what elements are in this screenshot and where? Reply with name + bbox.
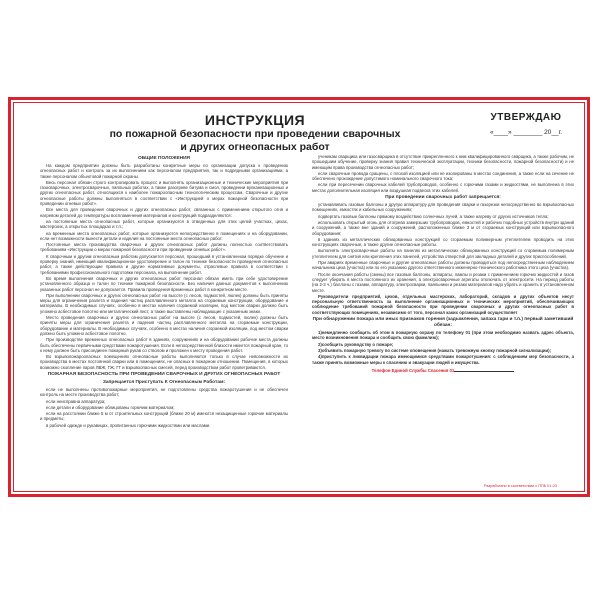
paragraph: Место проведения сварочных и других огнеопасных работ на высоте (с лесов, подмостей, люлек) должны быть приняты меры для ограничения разлета и падения частиц расплавленного металла на сгораемые конструкции, оборудование и материалы. В необходимых случаях, особенно в местах наличия сгораемой изоляции, под местом сварки должно быть уложено асбестовое полотно.: [40, 315, 288, 336]
approval-date: «____» ________ 20__г.: [489, 129, 563, 136]
subheading-prohibited: Запрещается Приступать К Огнеопасным Работам:: [102, 379, 226, 385]
paragraph: При авариях временные сварочные и другие огнеопасные работы должны проводиться под непосредственным наблюдением начальника цеха (участка) или по его указанию другого ответственного инженерно-технического работника этого цеха (участка).: [312, 260, 574, 271]
paragraph: К сварочным и другим огнеопасным работам допускается персонал, прошедший в установленном порядке обучение и проверку знаний, имеющий квалификационное удостоверение и талон по технике безопасности проведения огнеопасных работ, а также действующие правила и другие нормативные документы, отраслевые правила в соответствии с требованиями профессионального подготовки персонала, на выполнение работ.: [40, 253, 288, 275]
list-item: подвергать газовые баллоны прямому воздействию солнечных лучей, а также нагреву от других источников тепла;: [318, 213, 549, 219]
list-item: использовать открытый огонь для отогрева замерзших трубопроводов, емкостей и рабочих подобных устройств внутри зданий и сооружений, а также вне зданий и сооружений, расположенных ближе 3 м от сгораемых конструкций или взрывоопасного оборудования;: [312, 219, 574, 236]
action-step: 4)приступить к ликвидации пожара имеющимися средствами пожаротушения: с соблюдением мер безопасности, а также принять возможные меры к спасению и эвакуации людей и имущества.: [312, 354, 574, 365]
list-item: выполнять электросварочные работы на панелях из металлических облицованных конструкций со сгораемым полимерным утеплителем для снятия или крепления этих панелей, устройства отверстий для закладных деталей и других приспособлений.: [312, 248, 574, 259]
paragraph: Во время выполнения сварочных и других огнеопасных работ персонал обязан иметь при себе удостоверение установленного образца и талон по технике пожарной безопасности. Без наличия данных документов к выполнению указанных работ персонал не допускается. Правила проведения временных работ в конкретном месте.: [40, 275, 288, 292]
phone-fill-line: [454, 371, 514, 372]
approval-block: [470, 112, 582, 136]
paragraph: Во взрывопожароопасных помещениях огнеопасные работы выполняются только в случае невозможности их производства в местах постоянной сварки или в помещениях, не опасных в пожарном отношении. Помещения, в которых возможно скопление паров ЛВЖ, ГЖ, ГГ и взрывоопасных смесей, перед производством работ проветриваются.: [40, 354, 288, 370]
paragraph: Постоянные места производства сварочных и других огнеопасных работ должны полностью соответствовать требованиям «Инструкции о мерах пожарной безопасности при проведении огневых работ».: [40, 242, 288, 253]
action-step: 2)сообщить руководству о пожаре;: [318, 341, 394, 347]
section-heading-fire-safety: ПОЖАРНАЯ БЕЗОПАСНОСТЬ ПРИ ПРОВЕДЕНИИ СВАРОЧНЫХ И ДРУГИХ ОГНЕОПАСНЫХ РАБОТ: [47, 371, 281, 377]
paragraph: После окончания работы (смены) все газовые баллоны, аппараты, лампы и резаки с применением горючих жидкостей и газов следует убирать в места постоянного их хранения, а электросварочные агрегаты отключать от электросети. На период работы (на 2-3 ч.) баллоны с газами, аппаратуру, электросварки, паяльники и резаки материалов надо убрать и хранить в установленном месте.: [312, 271, 574, 293]
title-subtitle-line2: и других огнеопасных работ: [180, 140, 330, 153]
paragraph: При выполнении сварочных и других огнеопасных работ на высоте (с лесов, подмостей, люлек) должны быть приняты меры для ограничения разлета и падения частиц расплавленного металла на сгораемые конструкции, оборудование и материалы. В необходимых случаях, особенно в местах наличия сгораемой изоляции, под местом сварки должно быть уложено асбестовое полотно или металлический лист, а также выставлены наблюдающие с указанным знаки.: [40, 292, 288, 314]
list-item: если на расстоянии ближе 5 м от строительных конструкций (ближе 20 м) имеются незащищенные горючие материалы и предметы;: [40, 411, 288, 422]
responsibility-paragraph: Руководители предприятий, цехов, отдельных мастерских, лабораторий, складов и других объектов несут персональную ответственность за выполнение организационных и технических мероприятий, обеспечивающих соблюдение требований пожарной безопасности при проведении сварочных и других огнеопасных работ в соответствующих помещениях, независимо от того, персонал каких организаций осуществляет: [312, 293, 574, 315]
approval-title: УТВЕРЖДАЮ: [490, 112, 562, 123]
paragraph: если при пересечении сварочных кабелей трубопроводов, особенно с горючими газами и жидкостями, не выполнена в этих местах дополнительная изоляция или воздушная подвеска этих кабелей.: [312, 182, 574, 193]
subheading-fire-detected: При обнаружении пожара или иных признаков горения (задымления, запаха гари и т.п.) первый заметивший обязан:: [312, 317, 574, 329]
list-item: если не выполнены противопожарные мероприятия, не подготовлены средства пожаротушения и не обеспечен контроль на месте производства работ;: [40, 386, 288, 398]
emergency-phone: [312, 368, 574, 373]
left-column: [40, 154, 288, 429]
document-title: [60, 112, 450, 153]
list-item: устанавливать газовые баллоны и другую аппаратуру для проведения сварки и газорезки непосредственно во взрывоопасных помещениях, емкостях и кабельных сооружениях;: [312, 202, 574, 213]
title-main: ИНСТРУКЦИЯ: [204, 112, 306, 128]
paragraph: Все места для проведения сварочных и других огнеопасных работ, связанных с применением открытого огня и нагревом деталей до температуры воспламенения материалов и конструкций подразделяются:: [40, 207, 288, 218]
subheading-welding-prohibited: При проведении сварочных работ запрещается:: [385, 195, 501, 201]
list-item: если неисправна аппаратура;: [46, 398, 106, 404]
emergency-phone-text: Телефон Единой Службы Спасения 01: [371, 367, 455, 373]
action-step: 3)объявить пожарную тревогу по системе оповещения (нажать тревожную кнопку пожарной сигнализации);: [318, 347, 552, 353]
list-item: в рабочей одежде и рукавицах, пропитанных горючими жидкостями или маслами.: [46, 422, 211, 428]
right-column: [312, 154, 574, 374]
paragraph: на временные места огнеопасных работ, которые организуются непосредственно в помещениях и на оборудовании, если нет возможности вынести детали и изделия на постоянные места огнеопасных работ.: [40, 230, 288, 241]
paragraph: На каждом предприятии должны быть разработаны конкретные меры по организации допуска к проведению огнеопасных работ и контроль за их выполнением как персоналом предприятия, так и подрядными организациями, а также персоналом объектовой пожарной охраны.: [40, 163, 288, 179]
paragraph: если сварочные провода сращены, с плохой изоляцией или не изолированы в местах соединения, а также если на сечение не обеспечено прохождение допустимого номинального сварочного тока;: [312, 170, 574, 182]
paragraph: При производстве временных огнеопасных работ в зданиях, сооружениях и на оборудовании рабочие места должны быть обеспечены первичными средствами пожаротушения. Если в непосредственной близости имеется пожарный кран, то к нему должен быть присоединен пожарный рукав со стволом и проложен к месту проведения работ.: [40, 337, 288, 353]
list-item: если детали и оборудование облицованы горючим материалом;: [46, 404, 175, 410]
action-step: 1)немедленно сообщить об этом в пожарную охрану по телефону 01 (при этом необходимо назвать адрес объекта, место возникновения пожара и сообщить свою фамилию);: [312, 330, 574, 341]
section-heading-general: ОБЩИЕ ПОЛОЖЕНИЯ: [137, 156, 191, 161]
paragraph: Весь персонал обязан строго контролировать процесс и выполнять организационные и технические мероприятия при газосварочных, электросварочных, паяльных работах, а также разогреве битума и смол, проведении вулканизационных и других огнеопасных работ, относящихся к наиболее пожароопасным технологическим процессам. Сварочные и другие огнеопасные работы должны выполняться в соответствии с «Инструкцией о мерах пожарной безопасности при проведении огневых работ».: [40, 179, 288, 207]
paragraph: на постоянные места огнеопасных работ, которые организуются в отведенных для этих целей участках, цехах, мастерских, а открытых площадках и т.п.;: [40, 218, 288, 230]
list-item: в зданиях из металлических облицованных конструкций со сгораемым полимерным утеплителем проводить на этих конструкциях сварочные, а также другие огнеопасные работы.: [312, 236, 574, 248]
paragraph: ученикам сварщика или газосварщика в отсутствие прикрепленного к ним квалифицированного сварщика, а также рабочим, не прошедшим обучение, проверку знания правил технической эксплуатации, техники безопасности, пожарной безопасности) и не имеющим права производства огнеопасных работ;: [312, 154, 574, 170]
title-subtitle-line1: по пожарной безопасности при проведении сварочных: [109, 128, 401, 140]
footer-note: Разработано в соответствии с ППБ 01-03: [484, 484, 557, 488]
